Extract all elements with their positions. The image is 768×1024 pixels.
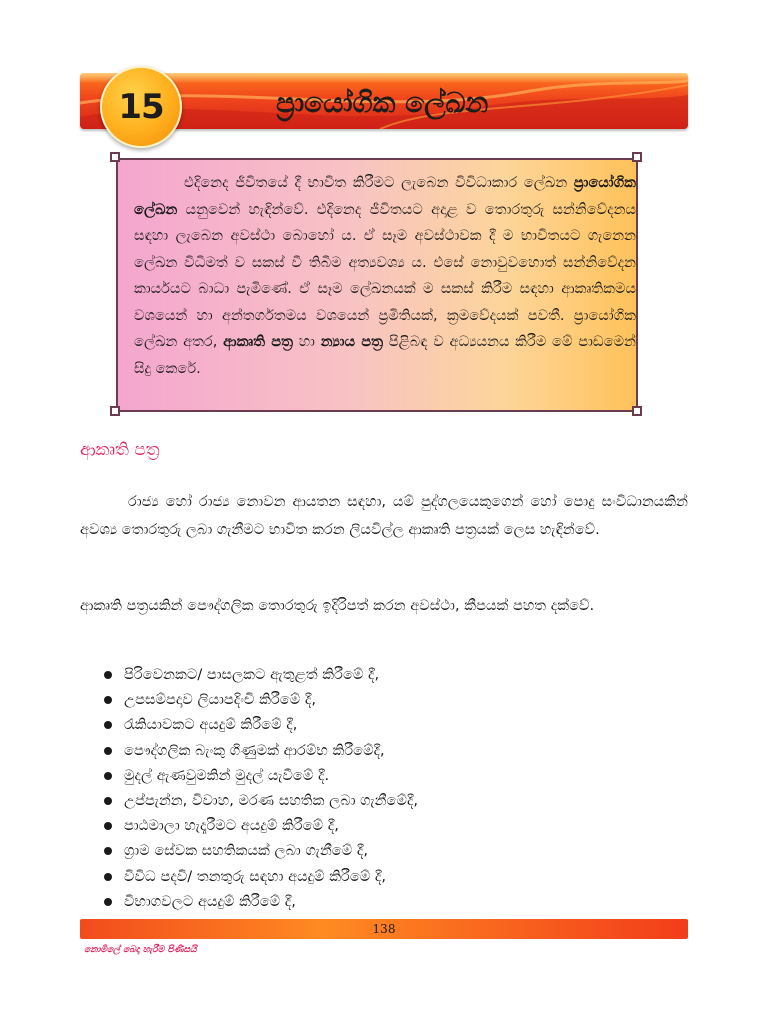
list-item-text: පාඨමාලා හැදෑරීමට අයදුම් කිරීමේ දී, — [124, 817, 339, 835]
bullet-list — [100, 662, 680, 914]
list-item-text: උපසම්පදාව ලියාපදිංචි කිරීමේ දී, — [124, 691, 316, 709]
list-item — [100, 738, 680, 763]
chapter-title: ප්‍රායෝගික ලේඛන — [276, 86, 489, 119]
bullet-icon — [104, 873, 112, 881]
bullet-icon — [104, 696, 112, 704]
section-paragraph-2: ආකෘති පත්‍රයකින් පෞද්ගලික තොරතුරු ඉදිරිපත් කරන අවස්ථා, කීපයක් පහත දක්වේ. — [80, 597, 595, 614]
section-paragraph-1: රාජ්‍ය හෝ රාජ්‍ය නොවන ආයතන සඳහා, යම් පුද්ගලයෙකුගෙන් හෝ පොදු සංවිධානයකින් අවශ්‍ය තොරතුරු ලබා ගැනීමට භාවිත කරන ලියවිල්ල ආකෘති පත්‍රයක් ලෙස හැඳින්වේ. — [80, 493, 688, 538]
list-item-text: විභාගවලට අයදුම් කිරීමේ දී, — [124, 892, 296, 910]
chapter-number-badge — [100, 66, 182, 148]
bullet-icon — [104, 847, 112, 855]
chapter-number: 15 — [118, 87, 164, 127]
list-item-text: රැකියාවකට අයදුම් කිරීමේ දී, — [124, 716, 298, 734]
bullet-icon — [104, 797, 112, 805]
bullet-icon — [104, 772, 112, 780]
bullet-icon — [104, 671, 112, 679]
section-heading: ආකෘති පත්‍ර — [80, 440, 160, 460]
intro-box-corner — [110, 152, 120, 162]
list-item — [100, 864, 680, 889]
intro-text: හා — [292, 333, 321, 350]
list-item-text: මුදල් ඇණවුමකින් මුදල් යැවීමේ දී. — [124, 766, 330, 784]
list-item-text: උප්පැන්න, විවාහ, මරණ සහතික ලබා ගැනීමේදී, — [124, 791, 419, 809]
list-item — [100, 838, 680, 863]
bullet-icon — [104, 822, 112, 830]
list-item — [100, 712, 680, 737]
list-item — [100, 662, 680, 687]
intro-text: යනුවෙන් හැඳින්වේ. එදිනෙද ජීවිතයට අදාළ ව තොරතුරු සන්නිවේදනය සඳහා ලැබෙන අවස්ථා බොහෝ ය. ඒ සෑම අවස්ථාවක දී ම භාවිතයට ගැනෙන ලේඛන විධිමත් ව සකස් වී තිබීම අත්‍යවශ්‍ය ය. එසේ නොවුවහොත් සන්නිවේදන කාර්යයට බාධා පැමිණේ. ඒ සෑම ලේඛනයක් ම සකස් කිරීම සඳහා ආකෘතිකමය වශයෙන් හා අන්තර්ගතමය වශයෙන් ප්‍රමිතියක්, ක්‍රමවේදයක් පවතී. ප්‍රායෝගික ලේඛන අතර, — [134, 200, 636, 350]
intro-box-corner — [110, 406, 120, 416]
intro-bold-term: න්‍යාය පත්‍ර — [320, 333, 383, 350]
bullet-icon — [104, 898, 112, 906]
intro-text: පිළිබඳ ව අධ්‍යයනය කිරීම මේ පාඩමෙන් සිදු කෙරේ. — [134, 333, 636, 377]
list-item-text: විවිධ පදවි/ තනතුරු සඳහා අයදුම් කිරීමේ දී, — [124, 867, 387, 885]
intro-bold-term: ප්‍රායෝගික ලේඛන — [134, 174, 636, 218]
intro-box-corner — [632, 152, 642, 162]
bullet-icon — [104, 747, 112, 755]
list-item-text: ග්‍රාම සේවක සහතිකයක් ලබා ගැනීමේ දී, — [124, 842, 368, 860]
intro-bold-term: ආකෘති පත්‍ර — [223, 333, 293, 350]
bullet-icon — [104, 721, 112, 729]
list-item — [100, 763, 680, 788]
list-item — [100, 687, 680, 712]
list-item — [100, 788, 680, 813]
list-item-text: පිරිවෙනකට/ පාසලකට ඇතුළත් කිරීමේ දී, — [124, 666, 380, 683]
list-item-text: පෞද්ගලික බැංකු ගිණුමක් ආරම්භ කිරීමේදී, — [124, 741, 385, 759]
list-item — [100, 889, 680, 914]
list-item — [100, 813, 680, 838]
intro-text: එදිනෙද ජීවිතයේ දී භාවිත කිරීමට ලැබෙන විවිධාකාර ලේඛන — [184, 174, 574, 191]
footer-note: නොමිලේ බෙදා හැරීම පිණිසයි — [84, 945, 197, 955]
intro-box-corner — [632, 406, 642, 416]
page-number: 138 — [372, 922, 396, 936]
intro-paragraph — [134, 170, 636, 382]
